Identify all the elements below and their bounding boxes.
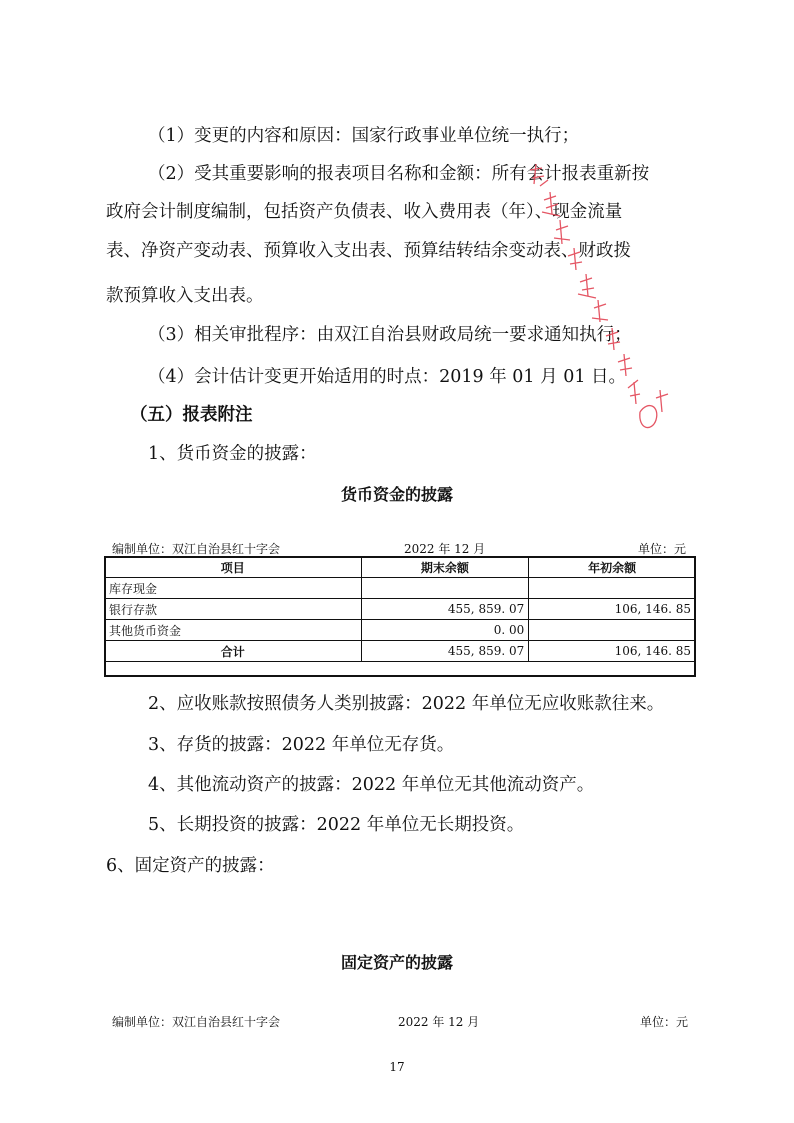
row-begin: [529, 620, 696, 641]
header-item: 项目: [105, 557, 362, 578]
row-end: [361, 578, 529, 599]
paragraph-approval-procedure: （3）相关审批程序：由双江自治县财政局统一要求通知执行；: [148, 325, 632, 345]
item-inventory: 3、存货的披露：2022 年单位无存货。: [148, 735, 455, 755]
seal-stamp-icon: [520, 150, 680, 440]
paragraph-effective-date: （4）会计估计变更开始适用的时点：2019 年 01 月 01 日。: [148, 367, 627, 387]
paragraph-affected-items-line4: 款预算收入支出表。: [106, 286, 264, 306]
cash-table-unit-label: 编制单位：双江自治县红十字会: [112, 542, 281, 556]
row-end: 455, 859. 07: [361, 599, 529, 620]
section-heading: （五）报表附注: [130, 405, 253, 425]
table-row: [105, 578, 696, 599]
total-begin: 106, 146. 85: [529, 641, 696, 662]
item-receivables: 2、应收账款按照债务人类别披露：2022 年单位无应收账款往来。: [148, 694, 665, 714]
item-cash-disclosure: 1、货币资金的披露：: [148, 444, 317, 464]
row-end: 0. 00: [361, 620, 529, 641]
header-begin-balance: 年初余额: [529, 557, 696, 578]
total-end: 455, 859. 07: [361, 641, 529, 662]
table-row: [105, 599, 696, 620]
page-number: 17: [389, 1060, 405, 1074]
fixed-table-period: 2022 年 12 月: [398, 1015, 480, 1029]
item-long-term-investment: 5、长期投资的披露：2022 年单位无长期投资。: [148, 815, 525, 835]
row-item: 其他货币资金: [105, 620, 362, 641]
cash-table-currency: 单位：元: [638, 542, 687, 556]
paragraph-affected-items-line2: 政府会计制度编制，包括资产负债表、收入费用表（年）、现金流量: [106, 202, 623, 222]
table-header-row: [105, 557, 696, 578]
fixed-table-unit-label: 编制单位：双江自治县红十字会: [112, 1015, 281, 1029]
total-label: 合计: [105, 641, 362, 662]
paragraph-affected-items-line3: 表、净资产变动表、预算收入支出表、预算结转结余变动表、财政拨: [106, 241, 631, 261]
row-item: 银行存款: [105, 599, 362, 620]
paragraph-change-content: （1）变更的内容和原因：国家行政事业单位统一执行；: [148, 126, 580, 146]
paragraph-affected-items-line1: （2）受其重要影响的报表项目名称和金额：所有会计报表重新按: [148, 164, 650, 184]
cash-table: [104, 556, 696, 662]
table-row: [105, 620, 696, 641]
row-item: 库存现金: [105, 578, 362, 599]
cash-table-period: 2022 年 12 月: [404, 542, 486, 556]
cash-table-title: 货币资金的披露: [340, 485, 453, 504]
item-fixed-assets: 6、固定资产的披露：: [106, 856, 275, 876]
header-end-balance: 期末余额: [361, 557, 529, 578]
row-begin: 106, 146. 85: [529, 599, 696, 620]
fixed-table-title: 固定资产的披露: [340, 953, 453, 972]
table-total-row: [105, 641, 696, 662]
item-other-current-assets: 4、其他流动资产的披露：2022 年单位无其他流动资产。: [148, 775, 595, 795]
row-begin: [529, 578, 696, 599]
fixed-table-currency: 单位：元: [640, 1015, 689, 1029]
